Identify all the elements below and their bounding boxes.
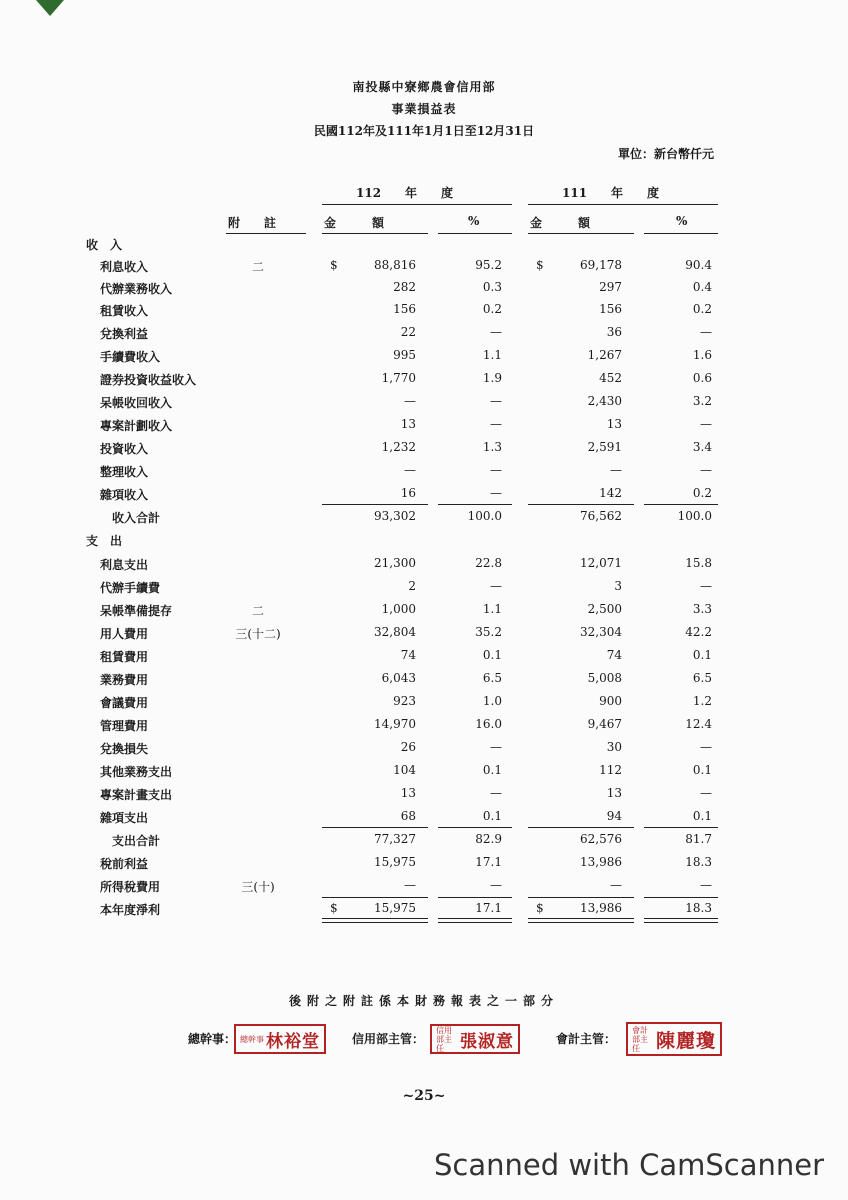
- amount-112: 156: [393, 302, 416, 316]
- table-row: [0, 302, 848, 322]
- table-row: [0, 717, 848, 737]
- divider: [644, 897, 718, 898]
- amount-112: 13: [400, 786, 416, 800]
- divider: [322, 827, 428, 828]
- percent-112: 0.3: [482, 280, 502, 294]
- amount-111: 12,071: [580, 556, 622, 570]
- scanner-watermark: Scanned with CamScanner: [433, 1148, 824, 1182]
- row-label: 兌換利益: [100, 327, 149, 341]
- row-label: 租賃費用: [100, 650, 149, 664]
- percent-111: 6.5: [692, 671, 712, 685]
- amount-112: 104: [393, 763, 416, 777]
- amount-112: 923: [393, 694, 416, 708]
- pct-header-112: %: [468, 214, 480, 228]
- table-row: [0, 417, 848, 437]
- currency-symbol: $: [330, 901, 338, 915]
- percent-112: 6.5: [482, 671, 502, 685]
- credit-manager-seal: [430, 1024, 520, 1054]
- percent-112: 1.9: [482, 371, 502, 385]
- amount-112: —: [404, 394, 416, 408]
- amount-111: 297: [599, 280, 622, 294]
- amount-112: 14,970: [374, 717, 416, 731]
- amount-112: 15,975: [374, 901, 416, 915]
- page-number: ~25~: [402, 1088, 446, 1104]
- table-row: [0, 763, 848, 783]
- year-112-header: 112 年 度: [356, 186, 454, 200]
- amount-header-112: 金 額: [324, 216, 385, 230]
- percent-112: 0.1: [482, 809, 502, 823]
- amount-112: 16: [400, 486, 416, 500]
- percent-112: 1.1: [482, 602, 502, 616]
- table-row: [0, 579, 848, 599]
- percent-112: —: [490, 579, 502, 593]
- amount-111: —: [610, 878, 622, 892]
- percent-111: 1.6: [692, 348, 712, 362]
- percent-111: 0.1: [692, 648, 712, 662]
- percent-112: —: [490, 486, 502, 500]
- divider: [644, 504, 718, 505]
- note-header: 附 註: [228, 216, 277, 230]
- table-row: [0, 694, 848, 714]
- amount-112: 32,804: [374, 625, 416, 639]
- percent-111: —: [700, 878, 712, 892]
- divider: [528, 504, 634, 505]
- credit-seal-name: 張淑意: [460, 1031, 514, 1052]
- row-label: 所得稅費用: [100, 880, 161, 894]
- amount-111: 1,267: [587, 348, 622, 362]
- percent-111: 100.0: [677, 509, 712, 523]
- percent-112: 0.1: [482, 648, 502, 662]
- divider: [322, 504, 428, 505]
- amount-112: 26: [400, 740, 416, 754]
- table-row: [0, 258, 848, 278]
- amount-111: 5,008: [587, 671, 622, 685]
- amount-111: 112: [599, 763, 622, 777]
- amount-111: 142: [599, 486, 622, 500]
- sig-gm-label: 總幹事：: [188, 1032, 237, 1046]
- accounting-seal-name: 陳麗瓊: [656, 1029, 717, 1052]
- percent-112: 0.1: [482, 763, 502, 777]
- percent-111: 42.2: [685, 625, 712, 639]
- amount-112: 1,770: [381, 371, 416, 385]
- percent-112: 100.0: [467, 509, 502, 523]
- row-label: 呆帳收回收入: [100, 396, 173, 410]
- subtotal-row: [0, 509, 848, 529]
- row-label: 租賃收入: [100, 304, 149, 318]
- divider: [322, 204, 512, 205]
- divider: [528, 827, 634, 828]
- amount-112: 68: [400, 809, 416, 823]
- percent-111: —: [700, 417, 712, 431]
- gm-seal-title: 總幹事: [240, 1034, 264, 1044]
- percent-111: 3.3: [692, 602, 712, 616]
- sig-credit-label: 信用部主管：: [352, 1032, 425, 1046]
- report-title: 事業損益表: [391, 102, 457, 116]
- percent-112: —: [490, 463, 502, 477]
- row-label: 利息收入: [100, 260, 149, 274]
- percent-111: 3.4: [692, 440, 712, 454]
- percent-111: 81.7: [685, 832, 712, 846]
- amount-111: 13: [606, 786, 622, 800]
- percent-112: 82.9: [475, 832, 502, 846]
- year-111-header: 111 年 度: [562, 186, 660, 200]
- row-label: 支出合計: [112, 834, 161, 848]
- amount-111: 74: [606, 648, 622, 662]
- table-row: [0, 463, 848, 483]
- row-note: 二: [251, 604, 264, 618]
- table-row: [0, 740, 848, 760]
- row-label: 用人費用: [100, 627, 149, 641]
- amount-112: 77,327: [374, 832, 416, 846]
- amount-111: 62,576: [580, 832, 622, 846]
- currency-symbol: $: [330, 258, 338, 272]
- amount-111: 900: [599, 694, 622, 708]
- row-label: 呆帳準備提存: [100, 604, 173, 618]
- percent-111: 0.1: [692, 809, 712, 823]
- credit-seal-title: 信用部主任: [436, 1025, 452, 1053]
- percent-112: 1.3: [482, 440, 502, 454]
- accounting-seal: [626, 1022, 722, 1056]
- row-label: 業務費用: [100, 673, 149, 687]
- amount-111: 76,562: [580, 509, 622, 523]
- sig-accounting-label: 會計主管：: [556, 1032, 617, 1046]
- percent-111: 18.3: [685, 855, 712, 869]
- percent-112: 1.0: [482, 694, 502, 708]
- amount-112: 21,300: [374, 556, 416, 570]
- row-label: 雜項收入: [100, 488, 149, 502]
- row-note: 二: [251, 260, 264, 274]
- amount-111: 13: [606, 417, 622, 431]
- row-label: 代辦手續費: [100, 581, 161, 595]
- currency-symbol: $: [536, 901, 544, 915]
- percent-111: 12.4: [685, 717, 712, 731]
- divider: [438, 233, 512, 234]
- table-row: [0, 556, 848, 576]
- table-row: [0, 236, 848, 256]
- amount-111: 69,178: [580, 258, 622, 272]
- pct-header-111: %: [676, 214, 688, 228]
- amount-111: 2,500: [587, 602, 622, 616]
- amount-111: 13,986: [580, 855, 622, 869]
- amount-111: 94: [606, 809, 622, 823]
- amount-111: 2,591: [587, 440, 622, 454]
- percent-112: 16.0: [475, 717, 502, 731]
- percent-111: 1.2: [692, 694, 712, 708]
- amount-112: 15,975: [374, 855, 416, 869]
- amount-111: 32,304: [580, 625, 622, 639]
- divider: [438, 504, 512, 505]
- row-label: 收入合計: [112, 511, 161, 525]
- table-row: [0, 394, 848, 414]
- table-row: [0, 855, 848, 875]
- amount-111: —: [610, 463, 622, 477]
- divider: [322, 233, 428, 234]
- amount-112: 282: [393, 280, 416, 294]
- percent-112: —: [490, 394, 502, 408]
- divider: [226, 233, 306, 234]
- percent-112: 1.1: [482, 348, 502, 362]
- percent-111: —: [700, 740, 712, 754]
- percent-112: 22.8: [475, 556, 502, 570]
- report-period: 民國112年及111年1月1日至12月31日: [313, 124, 535, 138]
- percent-112: 95.2: [475, 258, 502, 272]
- amount-111: 30: [606, 740, 622, 754]
- amount-111: 13,986: [580, 901, 622, 915]
- row-label: 代辦業務收入: [100, 282, 173, 296]
- amount-112: 13: [400, 417, 416, 431]
- percent-111: 18.3: [685, 901, 712, 915]
- percent-111: —: [700, 786, 712, 800]
- percent-111: 15.8: [685, 556, 712, 570]
- double-underline: [322, 918, 428, 923]
- amount-112: 1,000: [381, 602, 416, 616]
- gm-seal: [234, 1024, 326, 1054]
- percent-111: —: [700, 325, 712, 339]
- divider: [644, 233, 718, 234]
- row-note: 三(十二): [235, 627, 281, 641]
- percent-111: 3.2: [692, 394, 712, 408]
- row-label: 管理費用: [100, 719, 149, 733]
- corner-mark: [36, 0, 64, 16]
- divider: [438, 897, 512, 898]
- table-row: [0, 648, 848, 668]
- amount-112: 1,232: [381, 440, 416, 454]
- table-row: [0, 809, 848, 829]
- percent-112: 17.1: [475, 901, 502, 915]
- table-row: [0, 348, 848, 368]
- amount-112: —: [404, 878, 416, 892]
- percent-112: —: [490, 417, 502, 431]
- row-label: 專案計畫支出: [100, 788, 173, 802]
- amount-111: 2,430: [587, 394, 622, 408]
- amount-112: 74: [400, 648, 416, 662]
- divider: [528, 897, 634, 898]
- table-row: [0, 371, 848, 391]
- subtotal-row: [0, 832, 848, 852]
- row-note: 三(十): [241, 880, 275, 894]
- percent-111: 90.4: [685, 258, 712, 272]
- amount-112: 22: [400, 325, 416, 339]
- table-row: [0, 602, 848, 622]
- row-label: 收 入: [86, 238, 123, 252]
- row-label: 利息支出: [100, 558, 149, 572]
- row-label: 手續費收入: [100, 350, 161, 364]
- percent-111: —: [700, 579, 712, 593]
- double-underline: [438, 918, 512, 923]
- divider: [528, 204, 718, 205]
- amount-111: 452: [599, 371, 622, 385]
- table-row: [0, 440, 848, 460]
- amount-111: 3: [614, 579, 622, 593]
- row-label: 專案計劃收入: [100, 419, 173, 433]
- amount-111: 36: [606, 325, 622, 339]
- divider: [528, 233, 634, 234]
- percent-111: —: [700, 463, 712, 477]
- table-row: [0, 671, 848, 691]
- row-label: 本年度淨利: [100, 903, 161, 917]
- percent-111: 0.2: [692, 486, 712, 500]
- divider: [438, 827, 512, 828]
- amount-header-111: 金 額: [530, 216, 591, 230]
- amount-112: —: [404, 463, 416, 477]
- percent-112: —: [490, 786, 502, 800]
- amount-112: 2: [408, 579, 416, 593]
- table-row: [0, 280, 848, 300]
- double-underline: [644, 918, 718, 923]
- double-underline: [528, 918, 634, 923]
- amount-112: 6,043: [381, 671, 416, 685]
- row-label: 稅前利益: [100, 857, 149, 871]
- org-name: 南投縣中寮鄉農會信用部: [352, 80, 496, 94]
- row-label: 其他業務支出: [100, 765, 173, 779]
- amount-111: 9,467: [587, 717, 622, 731]
- percent-111: 0.6: [692, 371, 712, 385]
- table-row: [0, 878, 848, 898]
- percent-112: —: [490, 878, 502, 892]
- divider: [322, 897, 428, 898]
- percent-112: 17.1: [475, 855, 502, 869]
- percent-112: 0.2: [482, 302, 502, 316]
- row-label: 會議費用: [100, 696, 149, 710]
- table-row: [0, 486, 848, 506]
- row-label: 支 出: [86, 534, 123, 548]
- percent-111: 0.2: [692, 302, 712, 316]
- amount-111: 156: [599, 302, 622, 316]
- percent-111: 0.1: [692, 763, 712, 777]
- percent-112: 35.2: [475, 625, 502, 639]
- row-label: 雜項支出: [100, 811, 149, 825]
- divider: [644, 827, 718, 828]
- accounting-seal-title: 會計部主任: [632, 1025, 648, 1053]
- table-row: [0, 532, 848, 552]
- gm-seal-name: 林裕堂: [266, 1031, 320, 1052]
- row-label: 兌換損失: [100, 742, 149, 756]
- footnote-statement: 後附之附註係本財務報表之一部分: [288, 994, 559, 1008]
- currency-symbol: $: [536, 258, 544, 272]
- percent-112: —: [490, 740, 502, 754]
- percent-112: —: [490, 325, 502, 339]
- amount-112: 93,302: [374, 509, 416, 523]
- amount-112: 995: [393, 348, 416, 362]
- row-label: 證券投資收益收入: [100, 373, 197, 387]
- table-row: [0, 325, 848, 345]
- unit-label: 單位：新台幣仟元: [617, 147, 714, 161]
- table-row: [0, 786, 848, 806]
- amount-112: 88,816: [374, 258, 416, 272]
- table-row: [0, 625, 848, 645]
- percent-111: 0.4: [692, 280, 712, 294]
- row-label: 整理收入: [100, 465, 149, 479]
- row-label: 投資收入: [100, 442, 149, 456]
